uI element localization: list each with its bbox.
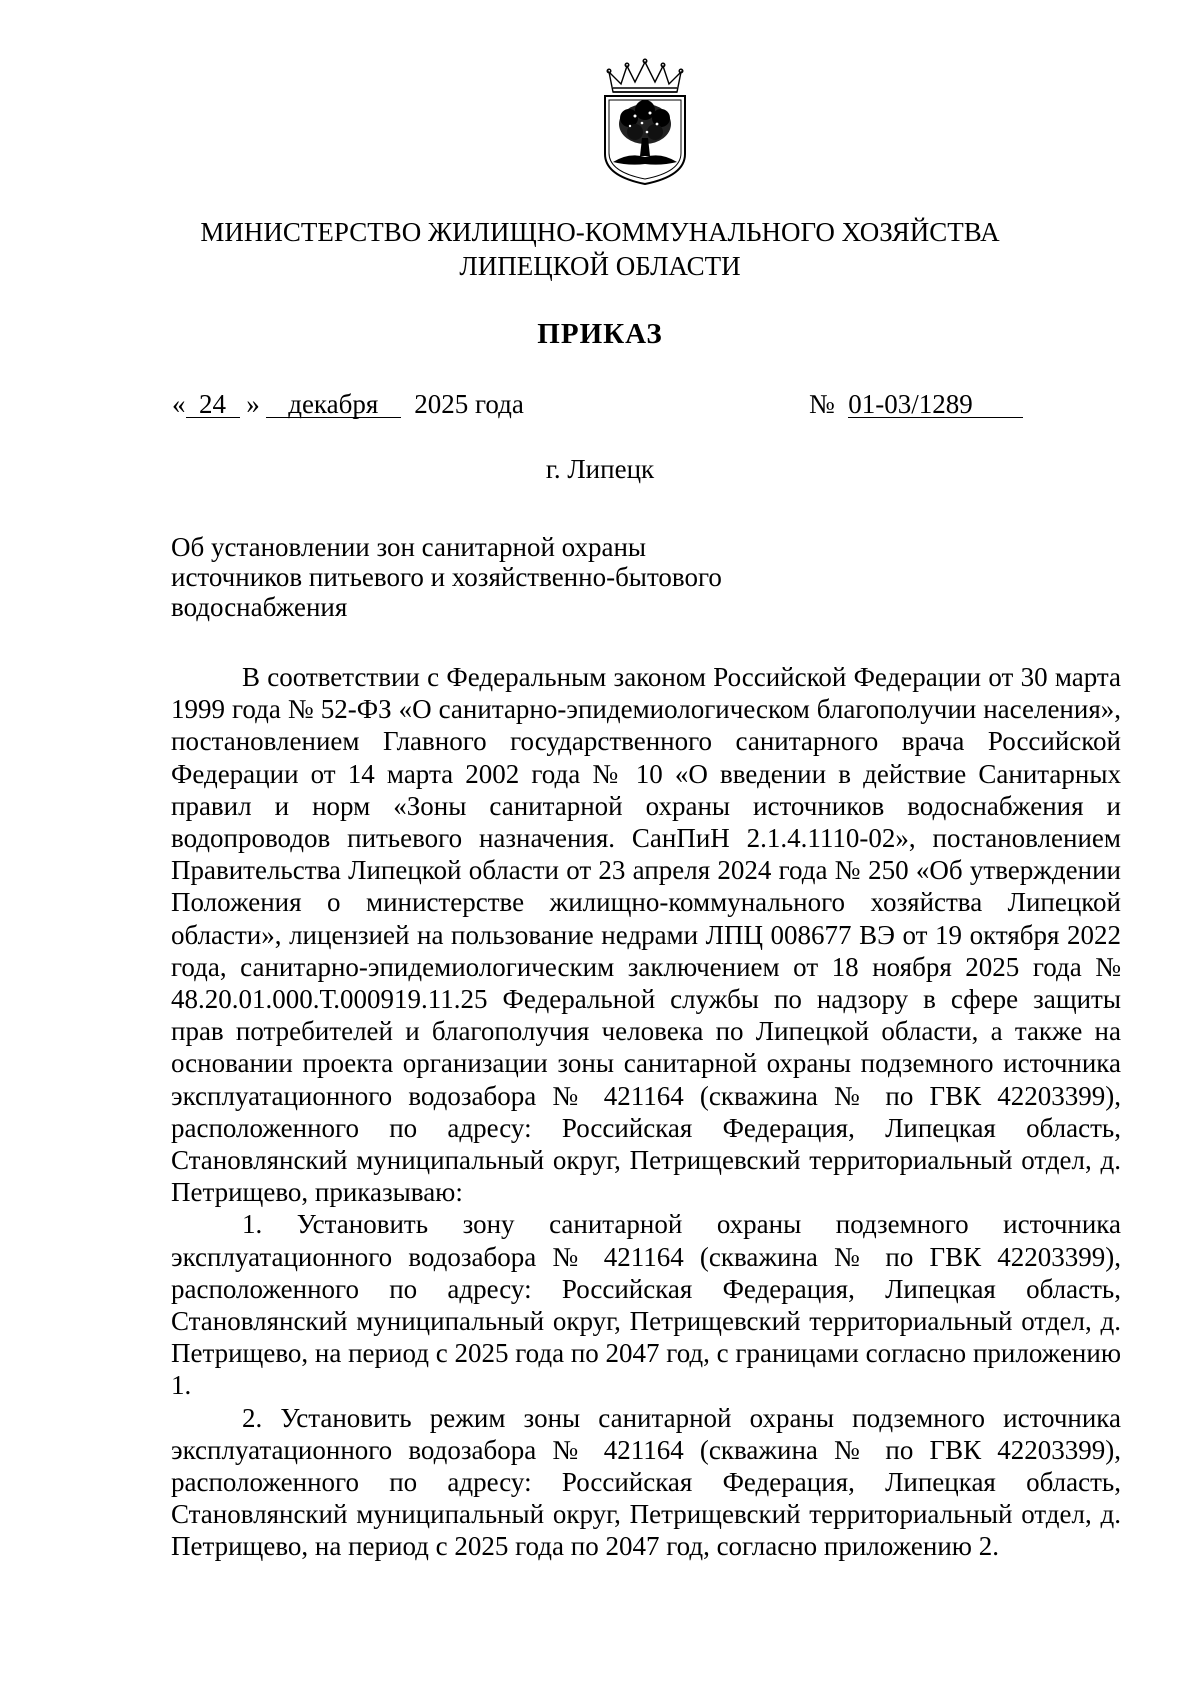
date-day: 24 — [186, 391, 240, 418]
lipetsk-coat-of-arms-icon — [595, 58, 695, 186]
date-year: 2025 года — [414, 389, 524, 419]
subject-heading — [171, 532, 811, 622]
city-name: г. Липецк — [545, 454, 655, 484]
subject-line: Об установлении зон санитарной охраны — [171, 532, 647, 562]
preamble-paragraph: В соответствии с Федеральным законом Российской Федерации от 30 марта 1999 года № 52-ФЗ «О санитарно-эпидемиологическом благополучии населения», постановлением Главного государственного санитарного врача Российской Федерации от 14 марта 2002 года № 10 «О введении в действие Санитарных правил и норм «Зоны санитарной охраны источников водоснабжения и водопроводов питьевого назначения. СанПиН 2.1.4.1110-02», постановлением Правительства Липецкой области от 23 апреля 2024 года № 250 «Об утверждении Положения о министерстве жилищно-коммунального хозяйства Липецкой области», лицензией на пользование недрами ЛПЦ 008677 ВЭ от 19 октября 2022 года, санитарно-эпидемиологическим заключением от 18 ноября 2025 года № 48.20.01.000.Т.000919.11.25 Федеральной службы по надзору в сфере защиты прав потребителей и благополучия человека по Липецкой области, а также на основании проекта организации зоны санитарной охраны подземного источника эксплуатационного водозабора № 421164 (скважина № по ГВК 42203399), расположенного по адресу: Российская Федерация, Липецкая область, Становлянский муниципальный округ, Петрищевский территориальный отдел, д. Петрищево, приказываю: — [171, 662, 1121, 1208]
document-type-title: ПРИКАЗ — [537, 318, 663, 350]
date-month: декабря — [266, 391, 401, 418]
document-date — [172, 387, 524, 421]
ministry-name-line2: ЛИПЕЦКОЙ ОБЛАСТИ — [459, 251, 741, 281]
clause-2-paragraph: 2. Установить режим зоны санитарной охраны подземного источника эксплуатационного водозабора № 421164 (скважина № по ГВК 42203399), расположенного по адресу: Российская Федерация, Липецкая область, Становлянский муниципальный округ, Петрищевский территориальный отдел, д. Петрищево, на период с 2025 года по 2047 год, согласно приложению 2. — [171, 1402, 1121, 1562]
date-close-quote: » — [246, 389, 260, 419]
number-value: 01-03/1289 — [848, 391, 1023, 418]
number-sign: № — [809, 389, 835, 419]
date-open-quote: « — [172, 389, 186, 419]
ministry-header — [0, 215, 1200, 283]
subject-line: водоснабжения — [171, 592, 348, 622]
subject-line: источников питьевого и хозяйственно-бытового — [171, 562, 722, 592]
document-number — [809, 387, 1023, 421]
clause-1-paragraph: 1. Установить зону санитарной охраны подземного источника эксплуатационного водозабора № 421164 (скважина № по ГВК 42203399), расположенного по адресу: Российская Федерация, Липецкая область, Становлянский муниципальный округ, Петрищевский территориальный отдел, д. Петрищево, на период с 2025 года по 2047 год, с границами согласно приложению 1. — [171, 1209, 1121, 1401]
document-body — [171, 661, 1121, 1563]
ministry-name-line1: МИНИСТЕРСТВО ЖИЛИЩНО-КОММУНАЛЬНОГО ХОЗЯЙСТВА — [200, 217, 1000, 247]
